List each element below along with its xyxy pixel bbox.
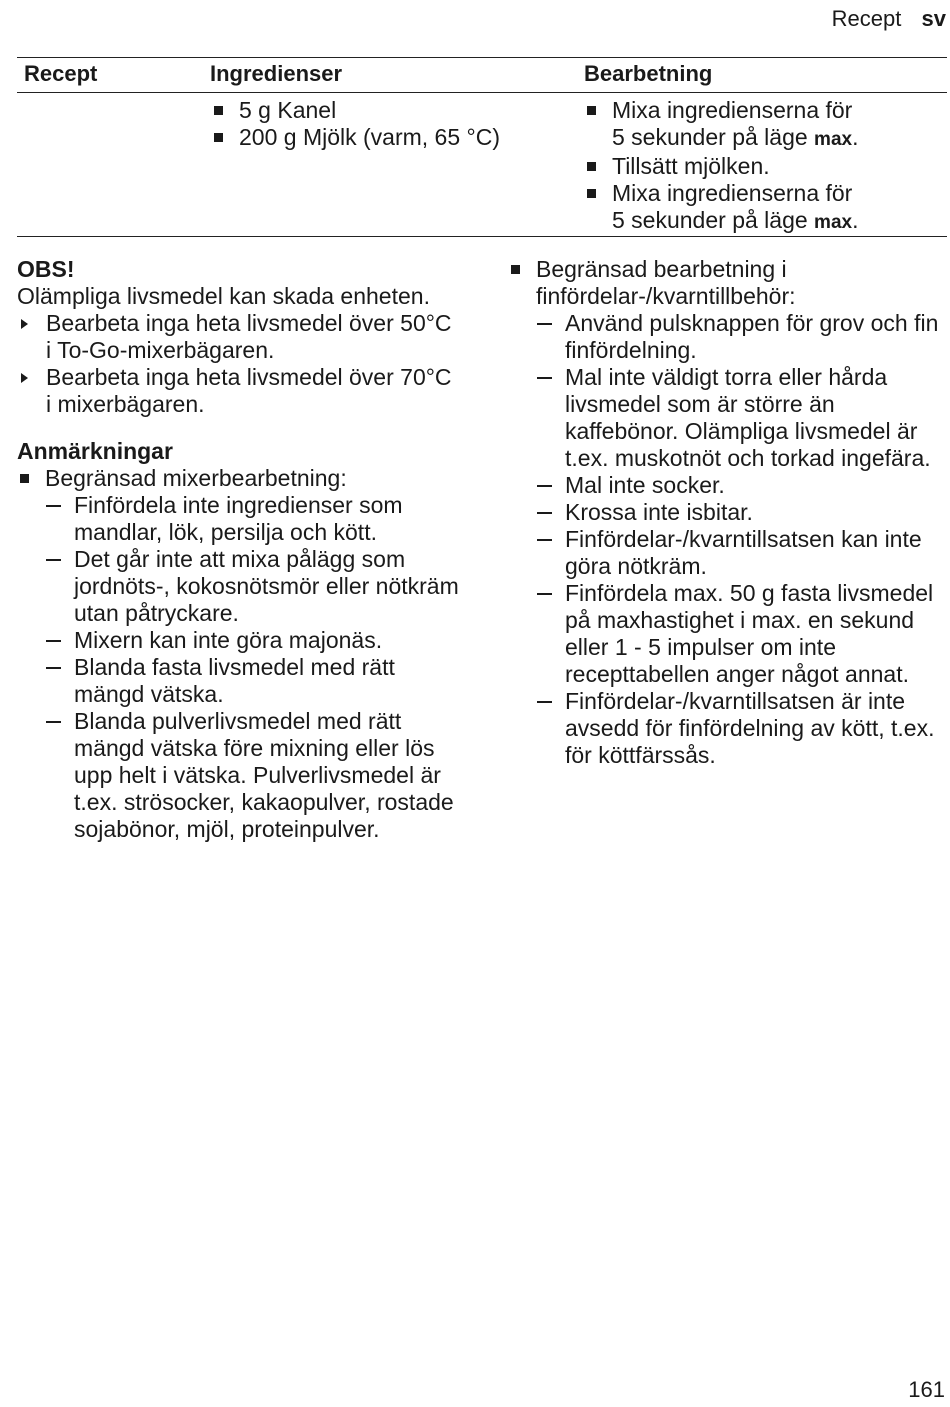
grinder-subitem: Finfördelar-/kvarntillsatsen är inte avsedd för finfördelning av kött, t.ex. för köttfärssås. [536,688,948,769]
ingredients-cell [211,97,571,151]
obs-item: Bearbeta inga heta livsmedel över 70°C i mixerbägaren. [17,364,462,418]
table-top-rule [17,57,947,58]
mixer-list [45,492,462,843]
grinder-subitem: Finfördela max. 50 g fasta livsmedel på maxhastighet i max. en sekund eller 1 - 5 impulser om inte recepttabellen anger något annat. [536,580,948,688]
step-text: 5 sekunder på läge [612,124,815,150]
step-item [584,180,944,236]
left-column [17,256,462,843]
mixer-title: Begränsad mixerbearbetning: [45,465,347,491]
keyword-max: max [814,212,853,233]
grinder-list [536,310,948,769]
step-line: Mixa ingredienserna för [612,180,853,206]
obs-title: OBS! [17,256,75,282]
grinder-subitem: Krossa inte isbitar. [536,499,948,526]
step-tail: . [852,124,859,150]
step-line: Mixa ingredienserna för [612,97,853,123]
table-header-bearbetning: Bearbetning [584,61,713,86]
notes-title: Anmärkningar [17,438,173,464]
grinder-subitem: Mal inte väldigt torra eller hårda livsmedel som är större än kaffebönor. Olämpliga livsmedel är t.ex. muskotnöt och torkad ingefära. [536,364,948,472]
mixer-item: Blanda pulverlivsmedel med rätt mängd vätska före mixning eller lös upp helt i vätska. Pulverlivsmedel är t.ex. strösocker, kakaopulver, rostade sojabönor, mjöl, proteinpulver. [45,708,462,843]
notes-item [17,465,462,843]
table-header-rule [17,92,947,93]
step-line [612,124,944,153]
page-number: 161 [908,1377,945,1402]
ingredient-item: 200 g Mjölk (varm, 65 °C) [211,124,571,151]
step-item [584,153,944,180]
table-header-recept: Recept [24,61,98,86]
step-line: Tillsätt mjölken. [612,153,770,179]
obs-text: Olämpliga livsmedel kan skada enheten. [17,283,430,309]
step-text: 5 sekunder på läge [612,207,815,233]
grinder-section [508,256,948,769]
mixer-item: Mixern kan inte göra majonäs. [45,627,462,654]
grinder-title: Begränsad bearbetning i finfördelar-/kvarntillbehör: [536,256,796,309]
table-bottom-rule [17,236,947,237]
step-item [584,97,944,153]
mixer-item: Finfördela inte ingredienser som mandlar, lök, persilja och kött. [45,492,462,546]
page-header [832,6,946,32]
step-line [612,207,944,236]
mixer-item: Det går inte att mixa pålägg som jordnöts-, kokosnötsmör eller nötkräm utan påtryckare. [45,546,462,627]
steps-cell [584,97,944,236]
obs-list [17,310,462,418]
grinder-subitem: Finfördelar-/kvarntillsatsen kan inte göra nötkräm. [536,526,948,580]
ingredient-item: 5 g Kanel [211,97,571,124]
table-header-ingredienser: Ingredienser [210,61,343,86]
grinder-subitem: Använd pulsknappen för grov och fin finfördelning. [536,310,948,364]
grinder-item [508,256,948,769]
grinder-subitem: Mal inte socker. [536,472,948,499]
section-title: Recept [831,6,902,31]
notes-list [17,465,462,843]
keyword-max: max [814,129,853,150]
step-tail: . [852,207,859,233]
mixer-item: Blanda fasta livsmedel med rätt mängd vätska. [45,654,462,708]
language-code: sv [921,6,946,31]
right-column [508,256,948,769]
obs-item: Bearbeta inga heta livsmedel över 50°C i To-Go-mixerbägaren. [17,310,462,364]
